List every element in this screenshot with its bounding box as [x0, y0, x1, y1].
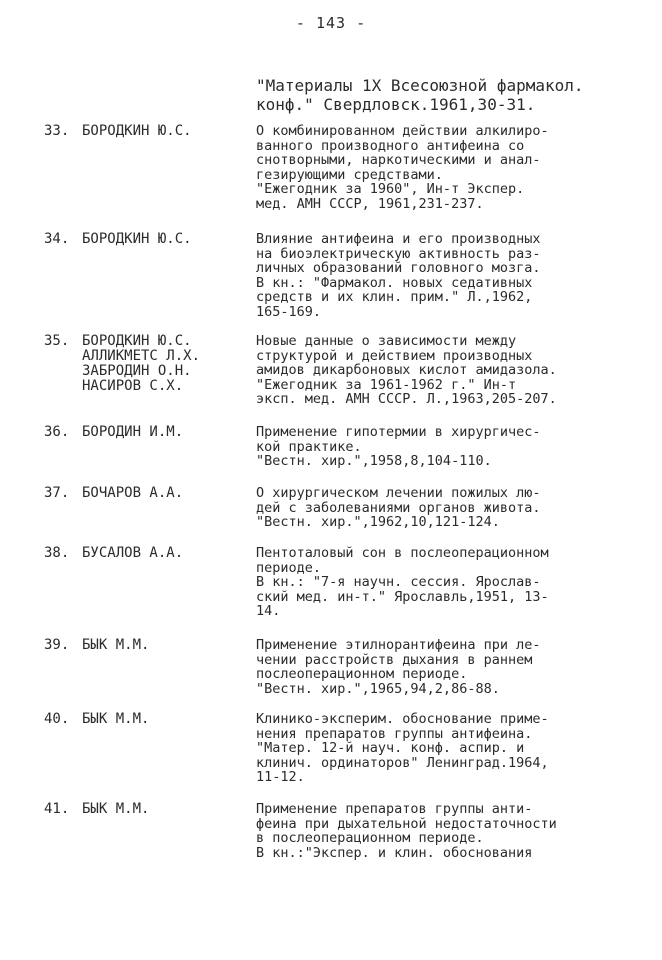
text-line: клинич. ординаторов" Ленинград.1964, [256, 755, 549, 770]
entry-authors [82, 334, 200, 394]
text-line: "Материалы 1Х Всесоюзной фармакол. [256, 76, 584, 95]
author-name: БЫК М.М. [82, 801, 150, 817]
text-line: Клинико-эксперим. обоснование приме- [256, 712, 549, 727]
author-name: БОРОДКИН Ю.С. [82, 231, 192, 247]
text-line: "Ежегодник за 1960", Ин-т Экспер. [256, 182, 525, 197]
text-line: В кн.: "Фармакол. новых седативных [256, 275, 533, 290]
author-name: АЛЛИКМЕТС Л.Х. [82, 348, 201, 364]
text-line: Новые данные о зависимости между [256, 334, 517, 349]
text-line: гезирующими средствами. [256, 167, 443, 182]
text-line: "Матер. 12-й науч. конф. аспир. и [256, 741, 525, 756]
entry-authors [82, 546, 183, 561]
entry-text [256, 232, 631, 319]
entry-authors [82, 486, 183, 501]
entry-number: 36. [44, 424, 70, 440]
text-line: конф." Свердловск.1961,30-31. [256, 95, 536, 114]
entry-number: 37. [44, 485, 70, 501]
text-line: послеоперационном периоде. [256, 667, 468, 682]
text-line: чении расстройств дыхания в раннем [256, 652, 533, 667]
author-name: ЗАБРОДИН О.Н. [82, 363, 192, 379]
text-line: феина при дыхательной недостаточности [256, 816, 557, 831]
author-name: БУСАЛОВ А.А. [82, 545, 184, 561]
entry-text [256, 638, 631, 696]
text-line: ский мед. ин-т." Ярославль,1951, 13- [256, 589, 549, 604]
author-name: БЫК М.М. [82, 637, 150, 653]
author-name: БЫК М.М. [82, 711, 150, 727]
text-line: Влияние антифеина и его производных [256, 232, 541, 247]
text-line: Применение этилнорантифеина при ле- [256, 638, 541, 653]
entry-number: 39. [44, 637, 70, 653]
page-number: - 143 - [295, 14, 367, 32]
text-line: "Вестн. хир.",1962,10,121-124. [256, 515, 500, 530]
text-line: Пентоталовый сон в послеоперационном [256, 546, 549, 561]
entry-text [256, 802, 631, 860]
entry-authors [82, 802, 149, 817]
text-line: на биоэлектрическую активность раз- [256, 246, 541, 261]
entry-number: 40. [44, 711, 70, 727]
text-line: амидов дикарбоновых кислот амидазола. [256, 363, 557, 378]
text-line: эксп. мед. АМН СССР. Л.,1963,205-207. [256, 392, 557, 407]
entry-authors [82, 638, 149, 653]
entry-authors [82, 425, 183, 440]
text-line: периоде. [256, 560, 322, 575]
text-line: ванного производного антифеина со [256, 138, 525, 153]
entry-text [256, 546, 631, 619]
author-name: БОРОДКИН Ю.С. [82, 123, 192, 139]
text-line: "Вестн. хир.",1958,8,104-110. [256, 454, 492, 469]
text-line: Применение препаратов группы анти- [256, 802, 533, 817]
entry-authors [82, 712, 149, 727]
text-line: нения препаратов группы антифеина. [256, 726, 533, 741]
text-line: "Ежегодник за 1961-1962 г." Ин-т [256, 377, 517, 392]
text-line: О комбинированном действии алкилиро- [256, 124, 549, 139]
text-line: 165-169. [256, 304, 322, 319]
text-line: структурой и действием производных [256, 348, 533, 363]
entry-number: 33. [44, 123, 70, 139]
text-line: О хирургическом лечении пожилых лю- [256, 486, 541, 501]
continued-reference [256, 76, 636, 114]
entry-text [256, 124, 631, 211]
text-line: "Вестн. хир.",1965,94,2,86-88. [256, 681, 500, 696]
text-line: дей с заболеваниями органов живота. [256, 500, 541, 515]
entry-authors [82, 232, 192, 247]
text-line: личных образований головного мозга. [256, 261, 541, 276]
entry-number: 34. [44, 231, 70, 247]
text-line: 11-12. [256, 770, 305, 785]
author-name: БОЧАРОВ А.А. [82, 485, 184, 501]
entry-authors [82, 124, 192, 139]
entry-number: 41. [44, 801, 70, 817]
entry-text [256, 712, 631, 785]
entry-number: 38. [44, 545, 70, 561]
entry-text [256, 334, 631, 407]
author-name: НАСИРОВ С.Х. [82, 378, 184, 394]
text-line: мед. АМН СССР, 1961,231-237. [256, 196, 484, 211]
entry-text [256, 425, 631, 469]
text-line: в послеоперационном периоде. [256, 831, 484, 846]
text-line: средств и их клин. прим." Л.,1962, [256, 290, 533, 305]
entry-number: 35. [44, 333, 70, 349]
text-line: Применение гипотермии в хирургичес- [256, 425, 541, 440]
author-name: БОРОДИН И.М. [82, 424, 184, 440]
entry-text [256, 486, 631, 530]
text-line: снотворными, наркотическими и анал- [256, 153, 541, 168]
text-line: кой практике. [256, 439, 362, 454]
text-line: В кн.: "7-я научн. сессия. Ярослав- [256, 575, 541, 590]
text-line: В кн.:"Экспер. и клин. обоснования [256, 845, 533, 860]
text-line: 14. [256, 604, 281, 619]
author-name: БОРОДКИН Ю.С. [82, 333, 192, 349]
